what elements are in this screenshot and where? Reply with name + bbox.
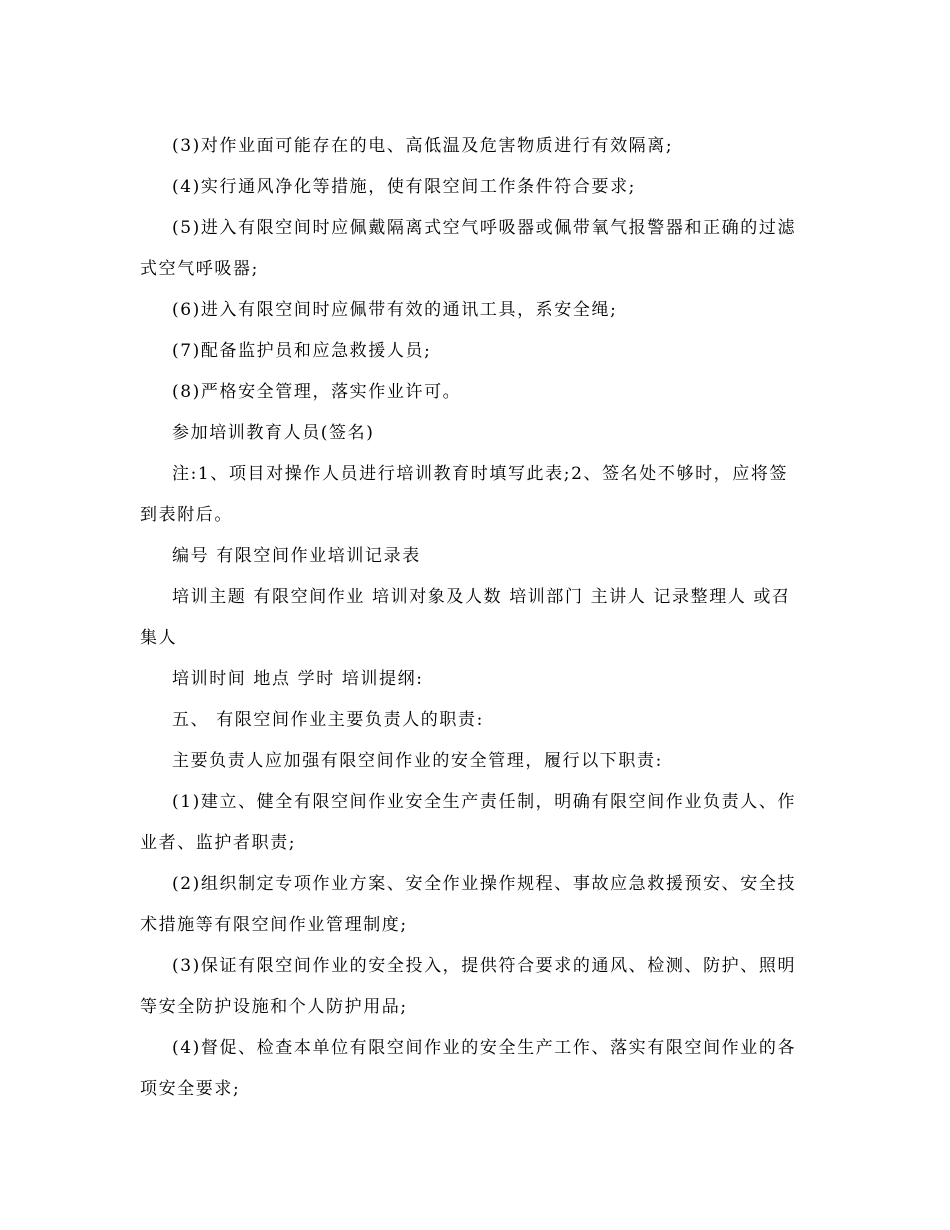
paragraph-respirator: (5)进入有限空间时应佩戴隔离式空气呼吸器或佩带氧气报警器和正确的过滤式空气呼吸器; <box>140 218 797 279</box>
paragraph-isolation: (3)对作业面可能存在的电、高低温及危害物质进行有效隔离; <box>172 136 674 156</box>
paragraph-duty-2: (2)组织制定专项作业方案、安全作业操作规程、事故应急救援预安、安全技术措施等有限空间作业管理制度; <box>140 874 797 935</box>
section-heading-five: 五、 有限空间作业主要负责人的职责: <box>172 710 484 730</box>
document-body <box>140 126 804 1110</box>
paragraph-duty-4: (4)督促、检查本单位有限空间作业的安全生产工作、落实有限空间作业的各项安全要求; <box>140 1038 797 1099</box>
paragraph-work-permit: (8)严格安全管理，落实作业许可。 <box>172 382 462 402</box>
paragraph-training-time: 培训时间 地点 学时 培训提纲: <box>172 669 424 689</box>
paragraph-ventilation: (4)实行通风净化等措施，使有限空间工作条件符合要求; <box>172 177 637 197</box>
paragraph-duty-1: (1)建立、健全有限空间作业安全生产责任制，明确有限空间作业负责人、作业者、监护者职责; <box>140 792 797 853</box>
paragraph-rescue-staff: (7)配备监护员和应急救援人员; <box>172 341 432 361</box>
paragraph-training-topic: 培训主题 有限空间作业 培训对象及人数 培训部门 主讲人 记录整理人 或召集人 <box>140 587 791 648</box>
paragraph-duty-3: (3)保证有限空间作业的安全投入，提供符合要求的通风、检测、防护、照明等安全防护设施和个人防护用品; <box>140 956 797 1017</box>
paragraph-note: 注:1、项目对操作人员进行培训教育时填写此表;2、签名处不够时，应将签到表附后。 <box>140 464 789 525</box>
paragraph-form-title: 编号 有限空间作业培训记录表 <box>172 546 421 566</box>
paragraph-signature: 参加培训教育人员(签名) <box>172 423 375 443</box>
paragraph-communication: (6)进入有限空间时应佩带有效的通讯工具，系安全绳; <box>172 300 618 320</box>
paragraph-responsibilities-intro: 主要负责人应加强有限空间作业的安全管理，履行以下职责: <box>172 751 663 771</box>
